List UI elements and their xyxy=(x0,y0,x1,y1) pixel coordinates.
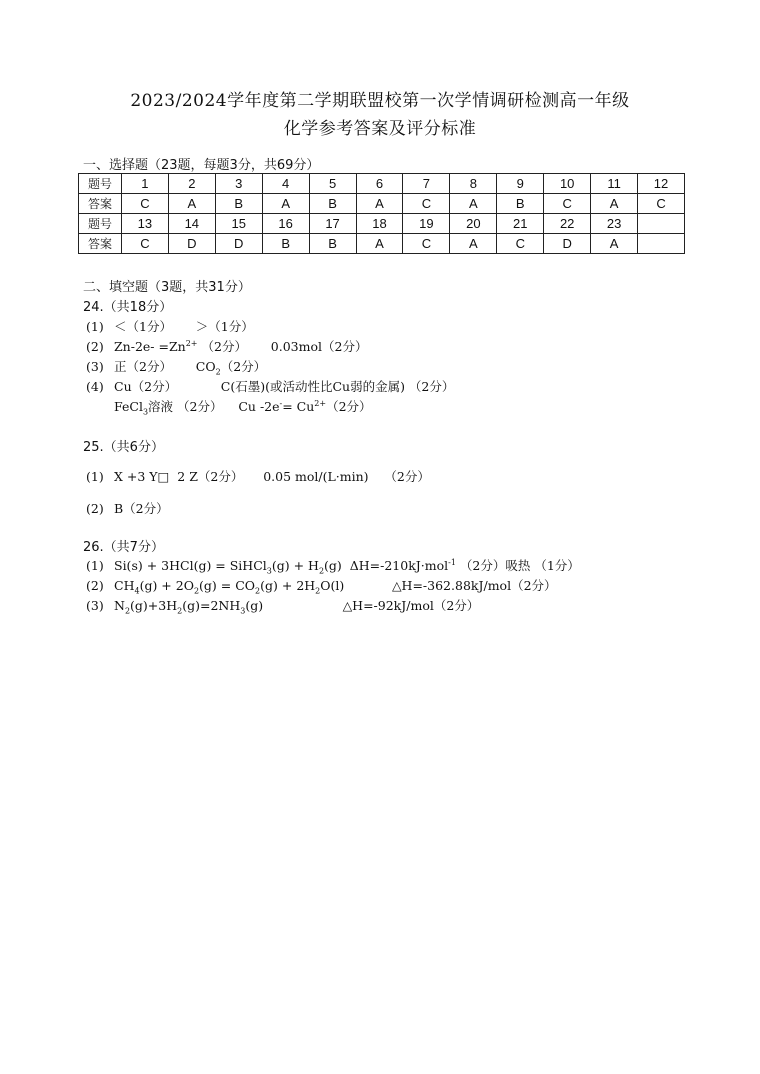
table-cell: 17 xyxy=(309,214,356,234)
table-row-numbers-2 xyxy=(79,214,685,234)
q-num: (2) xyxy=(86,339,104,354)
answer-text: (g) + 2H xyxy=(260,578,316,593)
table-cell: 18 xyxy=(356,214,403,234)
table-cell: C xyxy=(544,194,591,214)
table-cell: 22 xyxy=(544,214,591,234)
answer-text: (g) = CO xyxy=(199,578,256,593)
row-label: 题号 xyxy=(79,174,122,194)
table-cell: C xyxy=(121,234,168,254)
table-cell: 21 xyxy=(497,214,544,234)
answer-text: (g) △H=-92kJ/mol（2分） xyxy=(245,598,480,613)
row-label: 题号 xyxy=(79,214,122,234)
superscript: 2+ xyxy=(314,398,327,408)
table-cell: 15 xyxy=(215,214,262,234)
table-cell: B xyxy=(497,194,544,214)
subscript: 3 xyxy=(240,606,246,616)
subscript: 2 xyxy=(177,606,183,616)
table-cell: B xyxy=(309,194,356,214)
subscript: 2 xyxy=(193,586,200,596)
answer-text: CH xyxy=(114,578,135,593)
table-cell: D xyxy=(544,234,591,254)
q25-title: 25.（共6分） xyxy=(83,440,164,455)
answer-text: = Cu xyxy=(282,399,315,414)
page-title-line1: 2023/2024学年度第二学期联盟校第一次学情调研检测高一年级 xyxy=(130,91,630,111)
answer-text: (g)+3H xyxy=(130,598,178,613)
table-cell: 7 xyxy=(403,174,450,194)
table-cell: D xyxy=(168,234,215,254)
table-row-answers-2 xyxy=(79,234,685,254)
q24-line5 xyxy=(114,397,372,417)
table-cell: 19 xyxy=(403,214,450,234)
table-cell: B xyxy=(262,234,309,254)
table-cell: 8 xyxy=(450,174,497,194)
q24-line3 xyxy=(86,357,266,377)
table-cell: 5 xyxy=(309,174,356,194)
superscript: -1 xyxy=(448,557,456,567)
row-label: 答案 xyxy=(79,234,122,254)
answer-text: （2分）吸热 （1分） xyxy=(455,558,580,573)
table-cell: B xyxy=(215,194,262,214)
table-cell: 11 xyxy=(591,174,638,194)
table-cell: 20 xyxy=(450,214,497,234)
table-cell: A xyxy=(591,194,638,214)
table-cell: A xyxy=(356,194,403,214)
table-cell: 13 xyxy=(121,214,168,234)
answer-text: O(l) △H=-362.88kJ/mol（2分） xyxy=(320,578,557,593)
answer-text: (g) + H xyxy=(271,558,319,573)
table-cell: C xyxy=(121,194,168,214)
table-cell: 9 xyxy=(497,174,544,194)
table-cell: A xyxy=(450,234,497,254)
subscript: 2 xyxy=(215,367,221,377)
table-cell: A xyxy=(356,234,403,254)
table-cell: 6 xyxy=(356,174,403,194)
subscript: 4 xyxy=(134,586,140,596)
table-cell: 3 xyxy=(215,174,262,194)
q-num: (1) xyxy=(86,558,104,573)
answer-text: （2分） xyxy=(326,399,372,414)
superscript: - xyxy=(279,398,283,408)
answer-text: ＜（1分） ＞（1分） xyxy=(114,319,254,334)
subscript: 3 xyxy=(142,407,149,417)
answer-text: (g) ΔH=-210kJ·mol xyxy=(324,558,449,573)
table-cell: A xyxy=(168,194,215,214)
q-num: (1) xyxy=(86,469,104,484)
table-cell: 14 xyxy=(168,214,215,234)
table-cell xyxy=(638,214,685,234)
answer-text: X +3 Y□ 2 Z（2分） 0.05 mol/(L·min) （2分） xyxy=(114,469,430,484)
table-cell: A xyxy=(450,194,497,214)
table-cell: B xyxy=(309,234,356,254)
subscript: 2 xyxy=(318,566,325,576)
q-num: (3) xyxy=(86,598,104,613)
q-num: (1) xyxy=(86,319,104,334)
table-cell: 10 xyxy=(544,174,591,194)
q24-line1 xyxy=(86,317,254,335)
section2-heading: 二、填空题（3题，共31分） xyxy=(83,280,251,295)
table-cell: 1 xyxy=(121,174,168,194)
table-cell: A xyxy=(591,234,638,254)
table-cell: 2 xyxy=(168,174,215,194)
answer-table xyxy=(78,173,685,254)
answer-text: (g) + 2O xyxy=(139,578,194,593)
table-cell: 12 xyxy=(638,174,685,194)
q26-title: 26.（共7分） xyxy=(83,540,164,555)
q26-line3 xyxy=(86,596,479,616)
q-num: (4) xyxy=(86,379,104,394)
row-label: 答案 xyxy=(79,194,122,214)
table-cell: 16 xyxy=(262,214,309,234)
table-cell: 23 xyxy=(591,214,638,234)
q26-line1 xyxy=(86,556,580,576)
answer-text: Zn-2e- =Zn xyxy=(114,339,186,354)
answer-text: 溶液 （2分） Cu -2e xyxy=(148,399,280,414)
subscript: 3 xyxy=(266,566,272,576)
table-cell: 4 xyxy=(262,174,309,194)
superscript: 2+ xyxy=(185,338,198,348)
subscript: 2 xyxy=(315,586,321,596)
answer-text: N xyxy=(114,598,125,613)
answer-text: Si(s) + 3HCl(g) = SiHCl xyxy=(114,558,267,573)
answer-text: B（2分） xyxy=(114,501,169,516)
answer-text: (g)=2NH xyxy=(182,598,241,613)
answer-text: （2分） xyxy=(220,359,267,374)
table-cell: A xyxy=(262,194,309,214)
table-cell: C xyxy=(403,194,450,214)
table-row-numbers-1 xyxy=(79,174,685,194)
table-cell: C xyxy=(403,234,450,254)
subscript: 2 xyxy=(124,606,131,616)
q25-line2 xyxy=(86,499,169,517)
table-row-answers-1 xyxy=(79,194,685,214)
q24-title: 24.（共18分） xyxy=(83,300,173,315)
table-cell xyxy=(638,234,685,254)
answer-text: Cu（2分） C(石墨)(或活动性比Cu弱的金属) （2分） xyxy=(114,379,455,394)
answer-text: （2分） 0.03mol（2分） xyxy=(197,339,368,354)
q24-line2 xyxy=(86,337,367,355)
q25-line1 xyxy=(86,467,430,485)
section1-heading: 一、选择题（23题，每题3分，共69分） xyxy=(83,158,320,173)
q-num: (2) xyxy=(86,501,104,516)
q-num: (3) xyxy=(86,359,104,374)
answer-text: 正（2分） CO xyxy=(114,359,216,374)
answer-text: FeCl xyxy=(114,399,143,414)
q26-line2 xyxy=(86,576,557,596)
q24-line4 xyxy=(86,377,454,395)
page-title-line2: 化学参考答案及评分标准 xyxy=(283,119,477,139)
subscript: 2 xyxy=(255,586,261,596)
table-cell: D xyxy=(215,234,262,254)
table-cell: C xyxy=(497,234,544,254)
q-num: (2) xyxy=(86,578,104,593)
table-cell: C xyxy=(638,194,685,214)
